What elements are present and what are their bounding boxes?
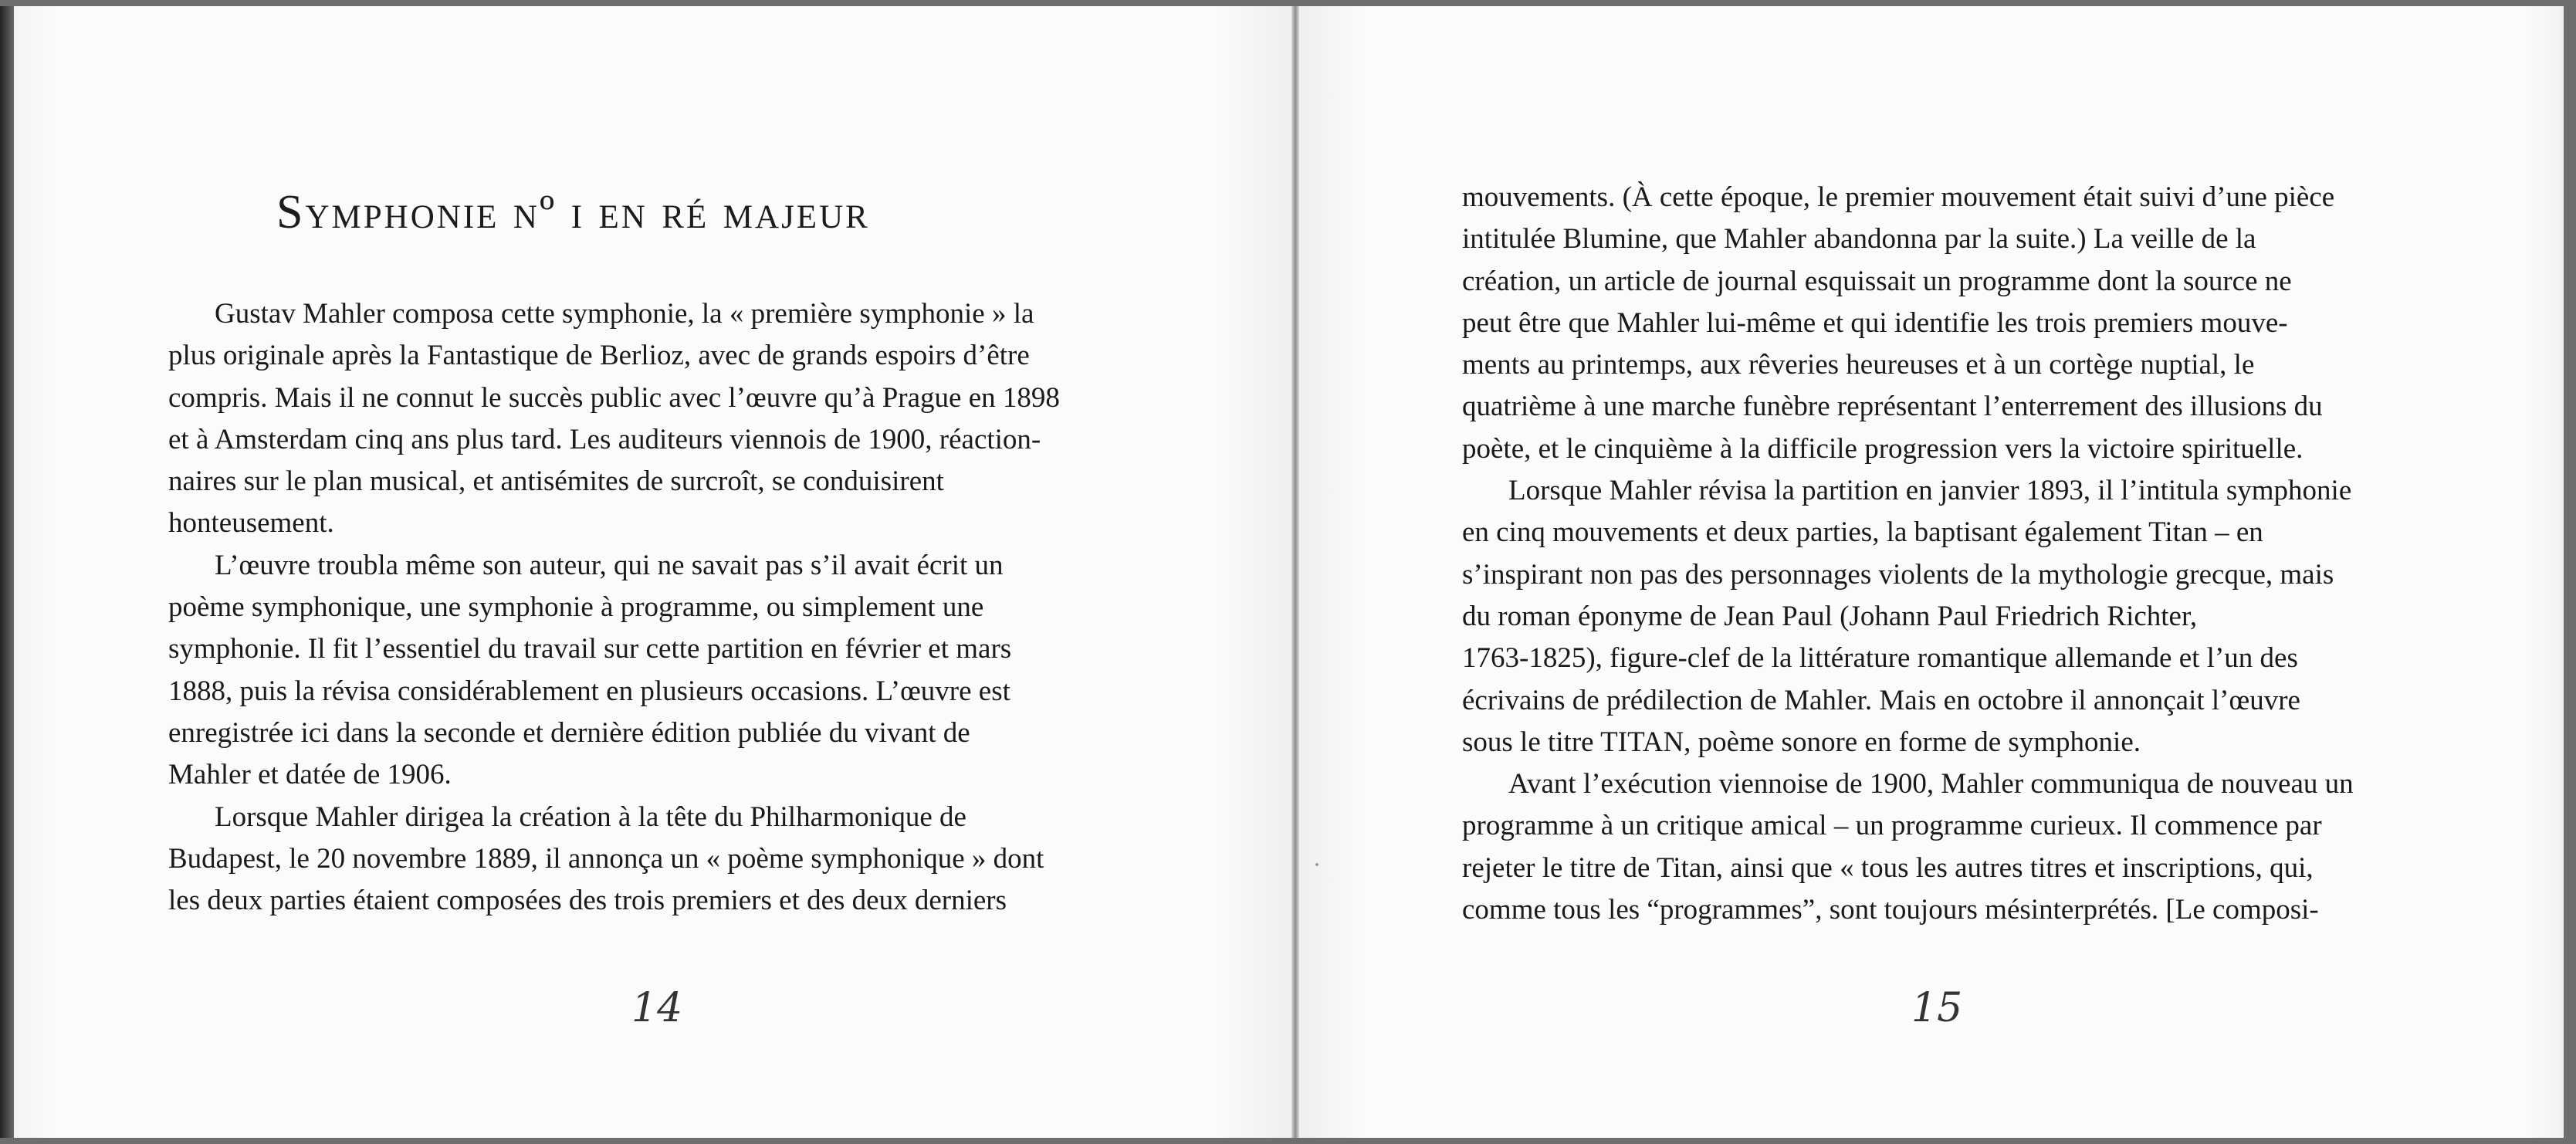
binding-edge [0, 6, 14, 1138]
paper-speck [1315, 863, 1318, 866]
text-line: Lorsque Mahler révisa la partition en janvier 1893, il l’intitula symphonie [1508, 475, 2352, 507]
text-line: mouvements. (À cette époque, le premier mouvement était suivi d’une pièce [1462, 181, 2335, 213]
text-line: poème symphonique, une symphonie à programme, ou simplement une [168, 591, 984, 624]
text-line: ments au printemps, aux rêveries heureuses et à un cortège nuptial, le [1462, 349, 2255, 381]
text-line: écrivains de prédilection de Mahler. Mais en octobre il annonçait l’œuvre [1462, 684, 2300, 716]
page-title: Symphonie nº i en ré majeur [276, 186, 870, 239]
left-body-text [168, 293, 1133, 922]
text-line: sous le titre TITAN, poème sonore en forme de symphonie. [1462, 726, 2141, 758]
text-line: naires sur le plan musical, et antisémites de surcroît, se conduisirent [168, 465, 944, 498]
text-line: Mahler et datée de 1906. [168, 759, 452, 791]
gutter [1291, 6, 1299, 1138]
text-line: poète, et le cinquième à la difficile progression vers la victoire spirituelle. [1462, 432, 2304, 465]
text-line: s’inspirant non pas des personnages violents de la mythologie grecque, mais [1462, 558, 2334, 591]
text-line: Budapest, le 20 novembre 1889, il annonça un « poème symphonique » dont [168, 842, 1044, 875]
right-body-text [1462, 177, 2427, 931]
text-line: du roman éponyme de Jean Paul (Johann Paul Friedrich Richter, [1462, 600, 2198, 632]
text-line: Lorsque Mahler dirigea la création à la tête du Philharmonique de [215, 800, 966, 833]
left-page [14, 6, 1291, 1138]
text-line: plus originale après la Fantastique de Berlioz, avec de grands espoirs d’être [168, 340, 1030, 372]
text-line: honteusement. [168, 507, 334, 540]
text-line: et à Amsterdam cinq ans plus tard. Les auditeurs viennois de 1900, réaction- [168, 423, 1041, 455]
page-number-left: 14 [631, 985, 683, 1031]
text-line: symphonie. Il fit l’essentiel du travail sur cette partition en février et mars [168, 633, 1012, 665]
text-line: L’œuvre troubla même son auteur, qui ne savait pas s’il avait écrit un [215, 549, 1004, 581]
text-line: Avant l’exécution viennoise de 1900, Mahler communiqua de nouveau un [1508, 768, 2354, 800]
text-line: Gustav Mahler composa cette symphonie, la « première symphonie » la [215, 298, 1034, 330]
text-line: enregistrée ici dans la seconde et dernière édition publiée du vivant de [168, 716, 970, 749]
text-line: les deux parties étaient composées des trois premiers et des deux derniers [168, 885, 1007, 917]
text-line: 1888, puis la révisa considérablement en plusieurs occasions. L’œuvre est [168, 675, 1010, 707]
text-line: création, un article de journal esquissait un programme dont la source ne [1462, 265, 2292, 297]
text-line: programme à un critique amical – un programme curieux. Il commence par [1462, 810, 2322, 842]
text-line: comme tous les “programmes”, sont toujours mésinterprétés. [Le composi- [1462, 894, 2319, 926]
book-spread [14, 6, 2564, 1138]
text-line: intitulée Blumine, que Mahler abandonna par la suite.) La veille de la [1462, 223, 2256, 256]
text-line: compris. Mais il ne connut le succès public avec l’œuvre qu’à Prague en 1898 [168, 381, 1060, 414]
text-line: en cinq mouvements et deux parties, la baptisant également Titan – en [1462, 516, 2263, 549]
text-line: quatrième à une marche funèbre représentant l’enterrement des illusions du [1462, 391, 2323, 423]
text-line: 1763-1825), figure-clef de la littérature romantique allemande et l’un des [1462, 642, 2298, 675]
right-page [1299, 6, 2564, 1138]
text-line: rejeter le titre de Titan, ainsi que « tous les autres titres et inscriptions, qui, [1462, 851, 2314, 884]
text-line: peut être que Mahler lui-même et qui identifie les trois premiers mouve- [1462, 306, 2288, 339]
page-number-right: 15 [1911, 985, 1963, 1031]
